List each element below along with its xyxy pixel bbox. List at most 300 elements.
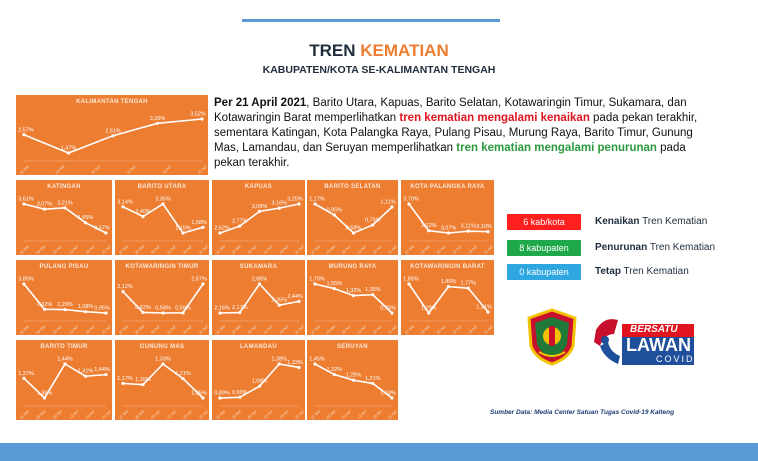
data-label: 1,32% (326, 367, 343, 374)
data-point (258, 282, 261, 285)
title-prefix: TREN (309, 41, 356, 60)
chart-panel (307, 260, 398, 335)
x-tick-label: 22 Mar (310, 244, 322, 255)
x-tick-label: 19 Apr (372, 409, 383, 420)
data-point (390, 311, 393, 314)
x-tick-label: 19 Apr (182, 409, 194, 420)
data-label: 2,44% (287, 293, 303, 300)
data-label: 1,41% (77, 368, 94, 375)
data-label: 0,58% (155, 305, 171, 312)
data-label: 2,12% (117, 284, 133, 291)
data-label: 0,59% (345, 225, 362, 232)
chart-plot (16, 95, 208, 175)
chart-panel (212, 180, 305, 255)
data-label: 1,47% (60, 145, 77, 152)
data-label: 3,09% (251, 203, 268, 210)
data-label: 2,16% (214, 305, 230, 312)
page-subtitle: KABUPATEN/KOTA SE-KALIMANTAN TENGAH (262, 64, 496, 76)
x-tick-label: 21 Apr (101, 409, 112, 420)
x-tick-label: 12 Apr (166, 409, 178, 420)
data-label: 1,32% (36, 301, 53, 308)
legend-label-constant: Tetap Tren Kematian (595, 266, 689, 277)
chart-panel (212, 260, 305, 335)
chart-panel (307, 340, 398, 420)
data-label: 1,37% (18, 370, 34, 377)
data-point (313, 202, 316, 205)
data-point (278, 362, 281, 365)
legend-badge-decrease: 8 kabupaten (507, 240, 581, 256)
x-tick-label: 12 Apr (262, 409, 274, 420)
data-point (238, 396, 241, 399)
data-point (22, 202, 25, 205)
chart-panel (16, 260, 112, 335)
data-label: 1,16% (135, 377, 151, 384)
x-tick-label: 05 Apr (247, 409, 258, 420)
data-label: 1,65% (77, 215, 94, 222)
summary-decrease: tren kematian mengalami penurunan (456, 142, 657, 154)
data-label: 2,35% (271, 297, 288, 304)
data-label: 1,35% (364, 287, 381, 294)
data-label: 1,70% (309, 276, 325, 283)
x-tick-label: 05 Apr (247, 324, 258, 335)
data-point (141, 311, 144, 314)
x-tick-label: 19 Apr (182, 324, 194, 335)
data-point (297, 366, 300, 369)
x-tick-label: 22 Mar (118, 409, 130, 420)
x-tick-label: 21 Apr (387, 409, 398, 420)
x-tick-label: 29 Mar (325, 409, 337, 420)
data-label: 1,25% (345, 372, 362, 379)
data-point (447, 231, 450, 234)
data-label: 3,12% (420, 223, 437, 230)
x-tick-label: 22 Mar (310, 409, 322, 420)
data-point (447, 285, 450, 288)
data-point (84, 221, 87, 224)
data-label: 1,80% (440, 279, 457, 286)
chart-title: SUKAMARA (239, 264, 278, 270)
chart-title: MURUNG RAYA (328, 264, 377, 270)
chart-plot (401, 180, 494, 255)
data-point (390, 396, 393, 399)
data-label: 1,06% (251, 378, 268, 385)
data-label: 1,29% (57, 302, 73, 309)
data-point (427, 311, 430, 314)
data-label: 0,57% (94, 225, 110, 232)
x-tick-label: 21 Apr (294, 324, 305, 335)
chart-title: GUNUNG MAS (139, 344, 185, 350)
chart-panel (115, 180, 209, 255)
data-point (352, 294, 355, 297)
x-tick-label: 19 Apr (161, 164, 173, 175)
data-label: 1,33% (287, 359, 303, 366)
x-tick-label: 05 Apr (341, 244, 352, 255)
x-tick-label: 21 Apr (387, 244, 398, 255)
x-tick-label: 05 Apr (436, 324, 447, 335)
data-point (352, 231, 355, 234)
chart-panel (401, 260, 494, 335)
data-point (371, 293, 374, 296)
chart-title: KALIMANTAN TENGAH (76, 99, 148, 105)
data-label: 3,07% (36, 201, 53, 208)
data-point (104, 311, 107, 314)
data-label: 1,15% (175, 225, 191, 232)
legend-badge-increase: 6 kab/kota (507, 214, 581, 230)
x-tick-label: 19 Apr (278, 324, 290, 335)
data-label: 2,62% (214, 225, 230, 232)
x-tick-label: 12 Apr (262, 244, 274, 255)
x-tick-label: 12 Apr (356, 324, 368, 335)
data-point (486, 310, 489, 313)
summary-text (214, 96, 714, 171)
legend-label-decrease: Penurunan Tren Kematian (595, 242, 716, 253)
chart-title: KOTAWARINGIN TIMUR (125, 264, 199, 270)
x-tick-label: 29 Mar (325, 244, 337, 255)
data-point (141, 383, 144, 386)
chart-title: BARITO UTARA (137, 184, 187, 190)
summary-part1: , Barito Utara, Kapuas, Barito Selatan, Kotawaringin Timur, Sukamara, dan Kotawaringin Barat memperlihatkan (214, 97, 687, 124)
data-label: 1,03% (380, 390, 396, 397)
chart-plot (212, 180, 305, 255)
bottom-accent-bar (0, 443, 758, 461)
data-label: 3,70% (403, 196, 419, 203)
data-label: 3,11% (460, 223, 476, 230)
summary-part2: pada pekan terakhir, sementara Katingan, Kota Palangka Raya, Pulang Pisau, Murung Raya, Barito Timur, Gunung Mas, Lamandau, dan Seruyan memperlihatkan (214, 112, 698, 154)
chart-plot (307, 260, 398, 335)
x-tick-label: 12 Apr (356, 244, 368, 255)
x-tick-label: 19 Apr (278, 244, 290, 255)
data-label: 1,29% (420, 305, 437, 312)
data-label: 1,55% (326, 281, 343, 288)
x-tick-label: 22 Mar (118, 244, 130, 255)
data-point (467, 287, 470, 290)
x-tick-label: 21 Apr (483, 244, 494, 255)
data-point (258, 210, 261, 213)
x-tick-label: 29 Mar (230, 244, 243, 255)
logo-text-covid: COVID (656, 354, 695, 364)
source-note: Sumber Data: Media Center Satuan Tugas Covid-19 Kalteng (490, 409, 675, 416)
x-tick-label: 19 Apr (85, 244, 96, 255)
x-tick-label: 05 Apr (52, 244, 63, 255)
x-tick-label: 05 Apr (150, 324, 162, 335)
data-label: 0,75% (364, 217, 381, 224)
x-tick-label: 19 Apr (85, 324, 96, 335)
data-label: 0,90% (231, 389, 248, 396)
data-point (63, 206, 66, 209)
x-tick-label: 22 Mar (19, 324, 31, 335)
summary-part3: pada pekan terakhir. (214, 142, 686, 169)
data-point (43, 208, 46, 211)
kalteng-seal-logo (525, 308, 579, 366)
data-label: 3,16% (271, 200, 288, 207)
chart-title: SERUYAN (337, 344, 368, 350)
data-label: 2,40% (135, 209, 151, 216)
data-point (201, 282, 204, 285)
chart-panel (16, 180, 112, 255)
chart-panel (212, 340, 305, 420)
x-tick-label: 22 Mar (19, 244, 31, 255)
data-point (333, 213, 336, 216)
x-tick-label: 21 Apr (198, 244, 209, 255)
data-label: 1,38% (271, 356, 288, 363)
chart-plot (212, 340, 305, 420)
data-point (181, 311, 184, 314)
data-point (84, 375, 87, 378)
data-point (313, 362, 316, 365)
title-accent: KEMATIAN (360, 41, 449, 60)
x-tick-label: 05 Apr (150, 409, 162, 420)
data-point (43, 396, 46, 399)
x-tick-label: 19 Apr (85, 409, 96, 420)
data-label: 3,21% (57, 200, 73, 207)
data-label: 3,25% (287, 196, 303, 203)
x-tick-label: 12 Apr (68, 324, 80, 335)
data-point (371, 382, 374, 385)
data-label: 0,95% (326, 207, 343, 214)
data-point (258, 385, 261, 388)
x-tick-label: 21 Apr (101, 244, 112, 255)
chart-plot (115, 340, 209, 420)
data-label: 1,05% (191, 390, 207, 397)
chart-plot (212, 260, 305, 335)
data-label: 2,77% (231, 218, 248, 225)
data-label: 1,58% (191, 219, 207, 226)
data-label: 3,35% (155, 196, 171, 203)
x-tick-label: 22 Mar (19, 409, 31, 420)
x-tick-label: 19 Apr (467, 324, 479, 335)
x-tick-label: 05 Apr (150, 244, 162, 255)
data-point (121, 290, 124, 293)
bersatu-lawan-covid-logo (590, 312, 702, 372)
data-point (238, 224, 241, 227)
x-tick-label: 21 Apr (294, 244, 305, 255)
logo-text-bersatu: BERSATU (630, 324, 678, 335)
chart-title: KATINGAN (47, 184, 81, 190)
chart-plot (401, 260, 494, 335)
x-tick-label: 29 Mar (134, 324, 146, 335)
data-label: 1,33% (155, 356, 171, 363)
x-tick-label: 29 Mar (134, 409, 146, 420)
x-tick-label: 29 Mar (35, 324, 47, 335)
data-point (63, 362, 66, 365)
x-tick-label: 12 Apr (126, 164, 137, 175)
x-tick-label: 29 Mar (230, 324, 243, 335)
data-label: 1,44% (94, 367, 110, 374)
x-tick-label: 29 Mar (230, 409, 243, 420)
data-point (427, 229, 430, 232)
chart-panel (307, 180, 398, 255)
summary-date: Per 21 April 2021 (214, 97, 307, 109)
summary-increase: tren kematian mengalami kenaikan (399, 112, 590, 124)
data-label: 1,44% (57, 356, 73, 363)
data-label: 3,07% (440, 225, 457, 232)
data-point (156, 122, 159, 125)
chart-title: PULANG PISAU (39, 264, 89, 270)
chart-panel (115, 260, 209, 335)
chart-title: BARITO TIMUR (40, 344, 88, 350)
chart-plot (16, 260, 112, 335)
x-tick-label: 12 Apr (451, 324, 463, 335)
x-tick-label: 19 Apr (372, 324, 383, 335)
chart-title: LAMANDAU (239, 344, 278, 350)
data-label: 2,67% (191, 276, 207, 283)
data-label: 1,21% (175, 371, 191, 378)
data-point (218, 231, 221, 234)
data-label: 1,45% (309, 356, 325, 363)
x-tick-label: 21 Apr (483, 324, 494, 335)
data-point (278, 304, 281, 307)
x-tick-label: 22 Mar (215, 409, 227, 420)
page-title (0, 41, 758, 61)
chart-title: KAPUAS (244, 184, 273, 190)
data-label: 2,57% (18, 127, 34, 134)
data-point (111, 134, 114, 137)
data-point (181, 377, 184, 380)
x-tick-label: 12 Apr (451, 244, 463, 255)
data-point (43, 308, 46, 311)
data-point (63, 308, 66, 311)
chart-title: BARITO SELATAN (324, 184, 381, 190)
data-label: 1,08% (77, 304, 94, 311)
x-tick-label: 05 Apr (341, 324, 352, 335)
x-tick-label: 22 Mar (19, 164, 31, 175)
chart-title: KOTA PALANGKA RAYA (410, 184, 485, 190)
data-point (218, 311, 221, 314)
top-accent-bar (242, 19, 500, 22)
x-tick-label: 22 Mar (310, 324, 322, 335)
data-point (201, 396, 204, 399)
x-tick-label: 22 Mar (215, 324, 227, 335)
x-tick-label: 05 Apr (247, 244, 258, 255)
x-tick-label: 12 Apr (356, 409, 368, 420)
x-tick-label: 12 Apr (166, 324, 178, 335)
x-tick-label: 21 Apr (197, 164, 208, 175)
x-tick-label: 19 Apr (182, 244, 194, 255)
data-label: 1,32% (345, 288, 362, 295)
data-label: 3,26% (149, 115, 166, 122)
x-tick-label: 05 Apr (52, 324, 63, 335)
data-point (297, 300, 300, 303)
x-tick-label: 29 Mar (35, 409, 47, 420)
data-label: 1,31% (476, 304, 492, 311)
data-point (161, 362, 164, 365)
data-point (141, 215, 144, 218)
x-tick-label: 22 Mar (215, 244, 227, 255)
data-label: 0,95% (94, 305, 110, 312)
x-tick-label: 05 Apr (52, 409, 63, 420)
data-label: 3,85% (18, 276, 34, 283)
x-tick-label: 22 Mar (404, 324, 416, 335)
x-tick-label: 05 Apr (90, 164, 102, 175)
x-tick-label: 29 Mar (35, 244, 47, 255)
chart-plot (16, 180, 112, 255)
x-tick-label: 29 Mar (54, 164, 66, 175)
data-point (67, 151, 70, 154)
data-label: 0,75% (380, 305, 396, 312)
x-tick-label: 21 Apr (101, 324, 112, 335)
data-point (467, 230, 470, 233)
x-tick-label: 21 Apr (198, 324, 209, 335)
data-label: 0,59% (175, 305, 191, 312)
data-point (333, 373, 336, 376)
data-label: 3,10% (476, 224, 492, 231)
x-tick-label: 19 Apr (278, 409, 290, 420)
x-tick-label: 29 Mar (134, 244, 146, 255)
x-tick-label: 21 Apr (294, 409, 305, 420)
data-point (181, 231, 184, 234)
data-point (104, 373, 107, 376)
data-point (407, 202, 410, 205)
data-label: 1,21% (364, 375, 381, 382)
logo-text-lawan: LAWAN (626, 335, 691, 355)
chart-panel (16, 340, 112, 420)
data-point (371, 223, 374, 226)
x-tick-label: 19 Apr (372, 244, 383, 255)
data-point (84, 310, 87, 313)
data-point (390, 205, 393, 208)
data-label: 1,36% (36, 390, 53, 397)
x-tick-label: 12 Apr (262, 324, 274, 335)
data-label: 3,52% (190, 111, 206, 118)
data-point (161, 202, 164, 205)
legend-label-increase: Kenaikan Tren Kematian (595, 216, 708, 227)
data-label: 1,17% (117, 375, 133, 382)
data-label: 3,61% (18, 196, 34, 203)
data-point (104, 231, 107, 234)
x-tick-label: 12 Apr (68, 409, 80, 420)
x-tick-label: 22 Mar (404, 244, 416, 255)
chart-title: KOTAWARINGIN BARAT (410, 264, 485, 270)
x-tick-label: 12 Apr (166, 244, 178, 255)
x-tick-label: 29 Mar (325, 324, 337, 335)
x-tick-label: 19 Apr (467, 244, 479, 255)
data-label: 2,51% (105, 128, 121, 135)
data-point (121, 205, 124, 208)
chart-plot (115, 180, 209, 255)
chart-panel (16, 95, 208, 175)
data-label: 3,14% (117, 199, 133, 206)
x-tick-label: 05 Apr (436, 244, 447, 255)
data-point (218, 396, 221, 399)
data-point (161, 311, 164, 314)
chart-plot (115, 260, 209, 335)
data-point (313, 282, 316, 285)
data-label: 1,17% (309, 196, 325, 203)
x-tick-label: 29 Mar (419, 244, 432, 255)
data-point (121, 382, 124, 385)
data-label: 0,62% (135, 304, 151, 311)
legend-badge-constant: 0 kabupaten (507, 264, 581, 280)
data-point (486, 230, 489, 233)
data-point (201, 226, 204, 229)
data-point (278, 207, 281, 210)
x-tick-label: 22 Mar (118, 324, 130, 335)
data-point (200, 117, 203, 120)
data-point (407, 282, 410, 285)
chart-plot (16, 340, 112, 420)
data-point (22, 133, 25, 136)
x-tick-label: 05 Apr (341, 409, 352, 420)
data-point (352, 379, 355, 382)
data-label: 1,11% (380, 199, 396, 206)
data-point (297, 202, 300, 205)
chart-panel (401, 180, 494, 255)
data-label: 0,89% (214, 390, 230, 397)
x-tick-label: 21 Apr (198, 409, 209, 420)
data-label: 1,77% (460, 280, 477, 287)
data-point (22, 377, 25, 380)
data-label: 2,17% (231, 305, 248, 312)
data-point (22, 282, 25, 285)
